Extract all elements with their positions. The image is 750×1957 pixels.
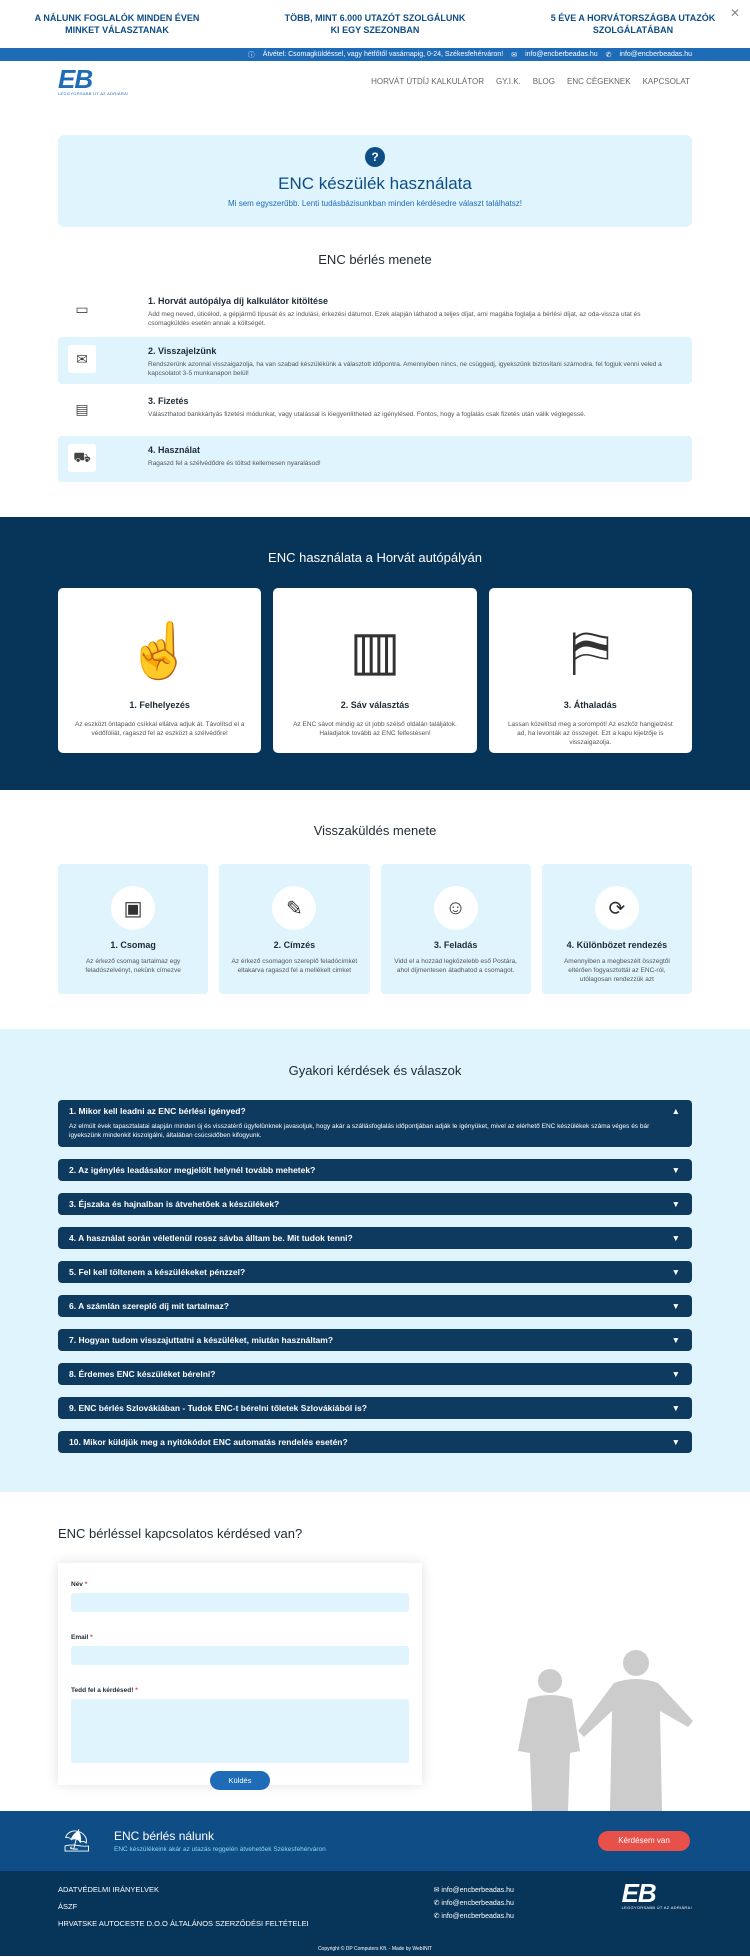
name-field[interactable] bbox=[71, 1593, 409, 1612]
people-silhouette-image bbox=[488, 1641, 698, 1811]
chevron-down-icon[interactable]: ▼ bbox=[671, 1199, 680, 1209]
message-textarea[interactable] bbox=[71, 1699, 409, 1763]
hand-placing-icon: ☝ bbox=[126, 621, 194, 681]
nav-item-enc-cegeknek[interactable]: ENC CÉGEKNEK bbox=[567, 76, 631, 86]
faq-question[interactable]: 1. Mikor kell leadni az ENC bérlési igényed? bbox=[69, 1106, 246, 1116]
step-text: Választhatod bankkártyás fizetési módunkat, vagy utalással is kiegyenlítheted az igénylésed. Fontos, hogy a foglalás csak fizetés után válik véglegessé. bbox=[148, 411, 586, 418]
info-bar bbox=[0, 48, 750, 61]
faq-item[interactable] bbox=[58, 1397, 692, 1419]
pickup-info: Átvétel: Csomagküldéssel, vagy hétfőtől vasárnapig, 0-24, Székesfehérváron! bbox=[262, 51, 504, 58]
page-title: ENC készülék használata bbox=[278, 174, 472, 193]
nav-item-kalkulator[interactable]: HORVÁT ÚTDÍJ KALKULÁTOR bbox=[371, 76, 484, 86]
rental-step bbox=[58, 387, 692, 433]
chevron-up-icon[interactable]: ▲ bbox=[671, 1106, 680, 1116]
step-text: Rendszerünk azonnal visszaigazolja, ha van szabad készülékünk a választott időpontra. Amennyiben nincs, ne csüggedj, igyekszünk biztosítani számodra, fel fogjuk venni veled a kapcsolatot 3-5 munkanapon belül! bbox=[148, 361, 662, 377]
faq-item[interactable] bbox=[58, 1159, 692, 1181]
phone-icon: ✆ bbox=[605, 51, 612, 59]
name-label: Név * bbox=[71, 1581, 88, 1588]
step-title: 3. Fizetés bbox=[148, 396, 189, 406]
chevron-down-icon[interactable]: ▼ bbox=[671, 1403, 680, 1413]
return-card bbox=[58, 864, 208, 994]
faq-item[interactable] bbox=[58, 1100, 692, 1147]
faq-item[interactable] bbox=[58, 1363, 692, 1385]
toll-barrier-icon: ⛿ bbox=[570, 621, 610, 681]
info-email-2[interactable]: info@encberbeadas.hu bbox=[619, 51, 692, 58]
page-subtitle: Mi sem egyszerűbb. Lenti tudásbázisunkban minden kérdésedre választ találhatsz! bbox=[228, 199, 522, 208]
faq-answer: Az elmúlt évek tapasztalatai alapján minden új és visszatérő ügyfelünknek javasoljuk, hogy akár a szállásfoglalás időpontjában adják le igényüket, mivel az elérhető ENC készülékek száma véges és bár igyekszünk mindenkit kiszolgálni, általában csúcsidőben kifogyunk. bbox=[69, 1123, 650, 1139]
faq-question[interactable]: 10. Mikor küldjük meg a nyitókódot ENC automatás rendelés esetén? bbox=[69, 1437, 348, 1447]
faq-item[interactable] bbox=[58, 1295, 692, 1317]
return-card bbox=[219, 864, 369, 994]
chevron-down-icon[interactable]: ▼ bbox=[671, 1233, 680, 1243]
footer-email[interactable]: ✆ info@encberbeadas.hu bbox=[433, 1913, 514, 1920]
footer-email[interactable]: ✆ info@encberbeadas.hu bbox=[433, 1900, 514, 1907]
nav-item-kapcsolat[interactable]: KAPCSOLAT bbox=[642, 76, 690, 86]
card-title: 1. Csomag bbox=[110, 940, 156, 950]
footer-link-aszf[interactable]: ÁSZF bbox=[58, 1902, 78, 1911]
usage-section bbox=[0, 517, 750, 790]
mail-icon: ✉ bbox=[511, 51, 518, 59]
faq-question[interactable]: 7. Hogyan tudom visszajuttatni a készüléket, miután használtam? bbox=[69, 1335, 334, 1345]
nav-item-gyik[interactable]: GY.I.K. bbox=[496, 76, 521, 86]
usage-section-title: ENC használata a Horvát autópályán bbox=[268, 550, 482, 565]
step-title: 4. Használat bbox=[148, 445, 201, 455]
cta-subtitle: ENC készülékeink akár az utazás reggelén átvehetőek Székesfehérváron bbox=[114, 1846, 326, 1853]
logo-mark: EB bbox=[621, 1878, 656, 1908]
faq-question[interactable]: 9. ENC bérlés Szlovákiában - Tudok ENC-t bérelni tőletek Szlovákiából is? bbox=[69, 1403, 367, 1413]
footer-link-privacy[interactable]: ADATVÉDELMI IRÁNYELVEK bbox=[58, 1885, 160, 1894]
faq-question[interactable]: 4. A használat során véletlenül rossz sávba álltam be. Mit tudok tenni? bbox=[69, 1233, 353, 1243]
lanes-icon: ▥ bbox=[349, 621, 401, 681]
step-title: 2. Visszajelzünk bbox=[148, 346, 217, 356]
usage-card bbox=[273, 588, 476, 753]
chevron-down-icon[interactable]: ▼ bbox=[671, 1165, 680, 1175]
card-text: Az ENC sávot mindig az út jobb szélső oldalán találjátok. Haladjatok tovább az ENC felfestésen! bbox=[293, 721, 457, 737]
step-title: 1. Horvát autópálya díj kalkulátor kitöltése bbox=[148, 296, 329, 306]
card-title: 4. Különbözet rendezés bbox=[566, 940, 668, 950]
footer-links bbox=[58, 1881, 434, 1956]
card-text: Amennyiben a megbeszélt összegtől eltérően fogyasztottál az ENC-ról, utólagosan rendezzük azt bbox=[563, 958, 670, 983]
rental-steps bbox=[58, 287, 692, 482]
return-card bbox=[542, 864, 692, 994]
nav-menu bbox=[371, 77, 690, 86]
announcement-2: TÖBB, MINT 6.000 UTAZÓT SZOLGÁLUNK KI EGY SZEZONBAN bbox=[284, 13, 466, 35]
footer bbox=[0, 1871, 750, 1956]
faq-title: Gyakori kérdések és válaszok bbox=[288, 1063, 462, 1078]
logo-tagline: LEGGYORSABB ÚT AZ ADRIÁRA! bbox=[621, 1905, 692, 1910]
refresh-icon: ⟳ bbox=[595, 886, 639, 930]
step-text: Ragaszd fel a szélvédődre és töltsd kellemesen nyaralásod! bbox=[148, 460, 321, 467]
chevron-down-icon[interactable]: ▼ bbox=[671, 1301, 680, 1311]
faq-section bbox=[0, 1029, 750, 1492]
announcement-3: 5 ÉVE A HORVÁTORSZÁGBA UTAZÓK SZOLGÁLATÁBAN bbox=[550, 13, 716, 35]
footer-link-hac-terms[interactable]: HRVATSKE AUTOCESTE D.O.O ÁLTALÁNOS SZERZŐDÉSI FELTÉTELEI bbox=[58, 1919, 309, 1928]
info-email-1[interactable]: info@encberbeadas.hu bbox=[525, 51, 598, 58]
label-icon: ✎ bbox=[272, 886, 316, 930]
contact-title: ENC bérléssel kapcsolatos kérdésed van? bbox=[58, 1526, 303, 1541]
logo-tagline: LEGGYORSABB ÚT AZ ADRIÁRA! bbox=[58, 90, 129, 96]
nav-item-blog[interactable]: BLOG bbox=[532, 76, 555, 86]
top-announcement-bar bbox=[0, 0, 750, 48]
faq-item[interactable] bbox=[58, 1193, 692, 1215]
copyright: Copyright © DP Computers Kft. - Made by WebINIT bbox=[317, 1946, 433, 1952]
card-text: Vidd el a hozzád legközelebb eső Postára, ahol díjmentesen átadhatod a csomagot. bbox=[394, 958, 517, 974]
logo-mark: EB bbox=[58, 63, 93, 94]
faq-question[interactable]: 2. Az igénylés leadásakor megjelölt helynél tovább mehetek? bbox=[69, 1165, 316, 1175]
card-title: 2. Címzés bbox=[273, 940, 316, 950]
faq-question[interactable]: 5. Fel kell töltenem a készülékeket pénzzel? bbox=[69, 1267, 246, 1277]
submit-button[interactable]: Küldés bbox=[210, 1771, 270, 1790]
rental-step bbox=[58, 287, 692, 334]
rental-step bbox=[58, 436, 692, 482]
hero-banner bbox=[58, 135, 692, 227]
announcement-1: A NÁLUNK FOGLALÓK MINDEN ÉVEN MINKET VÁLASZTANAK bbox=[34, 13, 200, 35]
main-nav bbox=[0, 61, 750, 101]
card-text: Az érkező csomag tartalmaz egy feladószelvényt, nekünk címezve bbox=[85, 958, 181, 974]
faq-item[interactable] bbox=[58, 1431, 692, 1453]
contact-form bbox=[58, 1563, 422, 1785]
usage-card bbox=[58, 588, 261, 753]
chevron-down-icon[interactable]: ▼ bbox=[671, 1437, 680, 1447]
message-label: Tedd fel a kérdésed! * bbox=[71, 1687, 138, 1694]
cta-banner bbox=[0, 1811, 750, 1871]
card-title: 3. Feladás bbox=[433, 940, 478, 950]
car-icon: ⛟ bbox=[68, 444, 96, 472]
calculator-icon: ▭ bbox=[75, 300, 89, 317]
cta-title: ENC bérlés nálunk bbox=[114, 1829, 215, 1843]
site-logo[interactable] bbox=[58, 63, 129, 96]
card-text: Az érkező csomagon szereplő feladócímkét eltakarva ragaszd fel a mellékelt cimket bbox=[231, 958, 358, 974]
return-card bbox=[381, 864, 531, 994]
footer-contacts bbox=[434, 1881, 622, 1956]
package-icon: ▣ bbox=[111, 886, 155, 930]
card-text: Az eszközt öntapadó csíkkal ellátva adjuk át. Távolítsd el a védőfóliát, ragaszd fel az eszközt a szélvédőre! bbox=[74, 721, 245, 737]
chevron-down-icon[interactable]: ▼ bbox=[671, 1369, 680, 1379]
faq-item[interactable] bbox=[58, 1261, 692, 1283]
card-title: 3. Áthaladás bbox=[563, 700, 617, 710]
card-title: 2. Sáv választás bbox=[340, 700, 410, 710]
envelope-icon: ✉ bbox=[68, 345, 96, 373]
rental-section-title: ENC bérlés menete bbox=[318, 252, 432, 267]
return-section-title: Visszaküldés menete bbox=[313, 823, 437, 838]
step-text: Add meg neved, úticélod, a gépjármű típusát és az indulási, érkezési dátumot. Ezek alapján láthatod a teljes díjat, ami magába foglalja a bérlési díjat, az oda-vissza utat és csomagküldés esetén annak a költségét. bbox=[148, 311, 641, 327]
faq-item[interactable] bbox=[58, 1227, 692, 1249]
question-icon: ? bbox=[365, 147, 385, 167]
card-text: Lassan közelítsd meg a sorompót! Az eszköz hangjelzést ad, ha levonták az összeget. Ezt a kapu kijelzője is visszaigazolja. bbox=[507, 721, 673, 746]
chevron-down-icon[interactable]: ▼ bbox=[671, 1335, 680, 1345]
faq-question[interactable]: 6. A számlán szereplő díj mit tartalmaz? bbox=[69, 1301, 229, 1311]
rental-step bbox=[58, 337, 692, 384]
contact-section bbox=[0, 1526, 750, 1811]
email-field[interactable] bbox=[71, 1646, 409, 1665]
faq-question[interactable]: 8. Érdemes ENC készüléket bérelni? bbox=[69, 1369, 216, 1379]
info-icon: ⓘ bbox=[247, 51, 255, 59]
email-label: Email * bbox=[71, 1634, 93, 1641]
question-button[interactable]: Kérdésem van bbox=[598, 1831, 690, 1851]
faq-item[interactable] bbox=[58, 1329, 692, 1351]
payment-card-icon: ▤ bbox=[75, 400, 89, 417]
usage-card bbox=[489, 588, 692, 753]
beach-icon: ⛱ bbox=[63, 1828, 91, 1853]
return-section bbox=[0, 823, 750, 994]
footer-logo[interactable] bbox=[621, 1878, 692, 1956]
footer-email[interactable]: ✉ info@encberbeadas.hu bbox=[433, 1887, 514, 1894]
chevron-down-icon[interactable]: ▼ bbox=[671, 1267, 680, 1277]
close-icon[interactable]: ✕ bbox=[729, 6, 740, 20]
courier-icon: ☺ bbox=[434, 886, 478, 930]
card-title: 1. Felhelyezés bbox=[129, 700, 190, 710]
faq-question[interactable]: 3. Éjszaka és hajnalban is átvehetőek a készülékek? bbox=[69, 1199, 280, 1209]
